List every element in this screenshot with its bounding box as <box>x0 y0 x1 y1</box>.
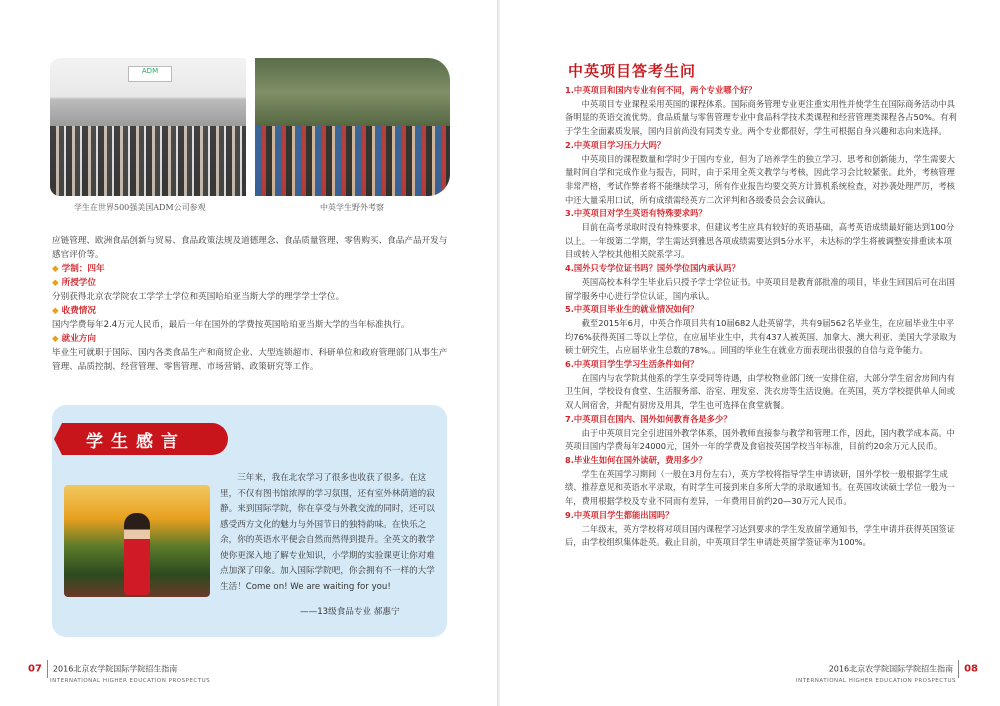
adm-logo: ADM <box>128 66 172 82</box>
field-trip-photo <box>255 58 450 196</box>
diamond-icon: ◆ <box>52 278 59 288</box>
question: 5.中英项目毕业生的就业情况如何？ <box>565 304 699 315</box>
question: 9.中英项目学生都能出国吗？ <box>565 509 674 520</box>
student-photo <box>64 485 210 597</box>
question: 6.中英项目学生学习生活条件如何？ <box>565 359 699 370</box>
question: 2.中英项目学习压力大吗？ <box>565 139 666 150</box>
answer: 英国高校本科学生毕业后只授予学士学位证书。中英项目是教育部批准的项目，毕业生回国后可在出国留学服务中心进行学位认证，国内承认。 <box>565 276 955 301</box>
page-footer <box>796 660 978 684</box>
section-body: 国内学费每年2.4万元人民币，最后一年在国外的学费按英国哈珀亚当斯大学的当年标准执行。 <box>52 320 410 330</box>
answer: 中英项目专业课程采用英国的课程体系。国际商务管理专业更注重实用性并使学生在国际商务活动中具备明显的英语交流优势。食品质量与零售管理专业中食品科学技术类课程和经营管理类课程各占50%。有利于学生全面素质发展，国内目前尚没有同类专业。两个专业都很好，学生可根据自身兴趣和志向来选择。 <box>565 98 957 137</box>
intro-paragraph: 应链管理、欧洲食品创新与贸易、食品政策法规及道德理念、食品质量管理、零售购买、食品产品开发与感官评价等。 <box>52 236 448 260</box>
student-group <box>50 126 246 196</box>
page-title: 中英项目答考生问 <box>568 62 697 80</box>
diamond-icon: ◆ <box>52 306 59 316</box>
testimonial-text: 三年来，我在北农学习了很多也收获了很多。在这里，不仅有图书馆浓厚的学习氛围，还有室外林荫道的寂静。来到国际学院，你在享受与外教交流的同时，还可以感受西方文化的魅力与外国节日的独特韵味。在快乐之余，你的英语水平便会自然而然得到提升。全英文的教学使你更深入地了解专业知识，小学期的实验课更让你对难点加深了印象。加入国际学院吧，你会拥有不一样的大学生活！Come on! We are waiting for you! <box>220 473 435 592</box>
question: 4.国外只专学位证书吗？国外学位国内承认吗？ <box>565 263 740 274</box>
question: 7.中英项目在国内、国外如何教育各是多少？ <box>565 413 732 424</box>
student-group <box>255 126 450 196</box>
testimonial-box <box>52 405 447 637</box>
photo-caption: 学生在世界500强美国ADM公司参观 <box>74 203 206 212</box>
section-heading: ◆ 就业方向 <box>52 334 96 344</box>
answer: 由于中英项目完全引进国外教学体系，国外教师直接参与教学和管理工作，因此，国内教学成本高。中英项目国内学费每年24000元，国外一年的学费及食宿按英国学校当年标准，目前约20余万元人民币。 <box>565 427 955 452</box>
answer: 学生在英国学习期间（一般在3月份左右），英方学校将指导学生申请读研，国外学校一般根据学生成绩、推荐意见和英语水平录取，有时学生可接到来自多所大学的录取通知书。在英国攻读硕士学位一般为一年，费用根据学校及专业不同而有差异，一年费用目前约20—30万元人民币。 <box>565 468 955 507</box>
photo-caption: 中英学生野外考察 <box>320 203 384 212</box>
section-heading: ◆ 学制：四年 <box>52 264 105 274</box>
section-heading: ◆ 所授学位 <box>52 278 96 288</box>
answer: 在国内与农学院其他系的学生享受同等待遇，由学校物业部门统一安排住宿，大部分学生宿舍房间内有卫生间，学校设有食堂、生活服务部、浴室、理发室、洗衣房等生活设施。在英国，英方学校提供单人间或双人间宿舍，并配有厨房及用具，学生也可选择在食堂就餐。 <box>565 372 955 411</box>
question: 1.中英项目和国内专业有何不同，两个专业哪个好？ <box>565 85 757 95</box>
diamond-icon: ◆ <box>52 264 59 274</box>
section-body: 毕业生可就职于国际、国内各类食品生产和商贸企业、大型连锁超市、科研单位和政府管理部门从事生产管理、品质控制、经营管理、零售管理、市场营销、政策研究等工作。 <box>52 348 448 372</box>
page-footer <box>28 660 210 684</box>
page-number: 08 <box>964 663 978 675</box>
qa-list <box>565 84 960 550</box>
testimonial-title: 学生感言 <box>86 432 186 452</box>
adm-visit-photo <box>50 58 246 196</box>
footer-title: 2016北京农学院国际学院招生指南 <box>828 664 954 674</box>
question: 8.毕业生如何在国外读研，费用多少？ <box>565 454 707 465</box>
testimonial-signature: ——13级食品专业 郝惠宁 <box>300 607 400 617</box>
diamond-icon: ◆ <box>52 334 59 344</box>
footer-english: INTERNATIONAL HIGHER EDUCATION PROSPECTUS <box>795 678 956 684</box>
student-figure <box>124 513 150 595</box>
section-heading: ◆ 收费情况 <box>52 306 96 316</box>
question: 3.中英项目对学生英语有特殊要求吗？ <box>565 208 707 219</box>
right-page <box>500 0 1000 706</box>
answer: 截至2015年6月，中英合作项目共有10届682人赴英留学，共有9届562名毕业生，在应届毕业生中平均76%获得英国二等以上学位，在应届毕业生中，共有437人被英国、加拿大、澳大利亚、美国大学录取为硕士研究生，占应届毕业生总数的78%。。回国的毕业生在就业方面表现出很强的自信与竞争能力。 <box>565 317 957 356</box>
program-info <box>52 234 452 374</box>
footer-title: 2016北京农学院国际学院招生指南 <box>52 664 178 674</box>
answer: 中英项目的课程数量和学时少于国内专业，但为了培养学生的独立学习、思考和创新能力，学生需要大量时间自学和完成作业与报告，同时，由于采用全英文教学与考核，因此学习会比较紧张。此外，考核管理非常严格，考试作弊者将不能继续学习，所有作业报告均要交英方计算机系统检查，对抄袭处理严厉，考核中还大量采用口试，所有成绩需经英方二次评判和各级委员会会议确认。 <box>565 153 955 205</box>
answer: 二年级末，英方学校将对项目国内课程学习达到要求的学生发放留学通知书，学生申请并获得英国签证后，由学校组织集体赴英。截止目前，中英项目学生申请赴英留学签证率为100%。 <box>565 523 955 548</box>
section-body: 分别获得北京农学院农工学学士学位和英国哈珀亚当斯大学的理学学士学位。 <box>52 292 345 302</box>
footer-english: INTERNATIONAL HIGHER EDUCATION PROSPECTUS <box>50 678 211 684</box>
testimonial-banner <box>62 423 228 455</box>
page-number: 07 <box>28 663 42 675</box>
answer: 目前在高考录取时没有特殊要求，但建议考生应具有较好的英语基础，高考英语成绩最好能达到100分以上。一年级第二学期，学生需达到雅思各项成绩需要达到5分水平，未达标的学生将被调整安排重读本项目或转入学校其他相关院系学习。 <box>565 222 955 260</box>
